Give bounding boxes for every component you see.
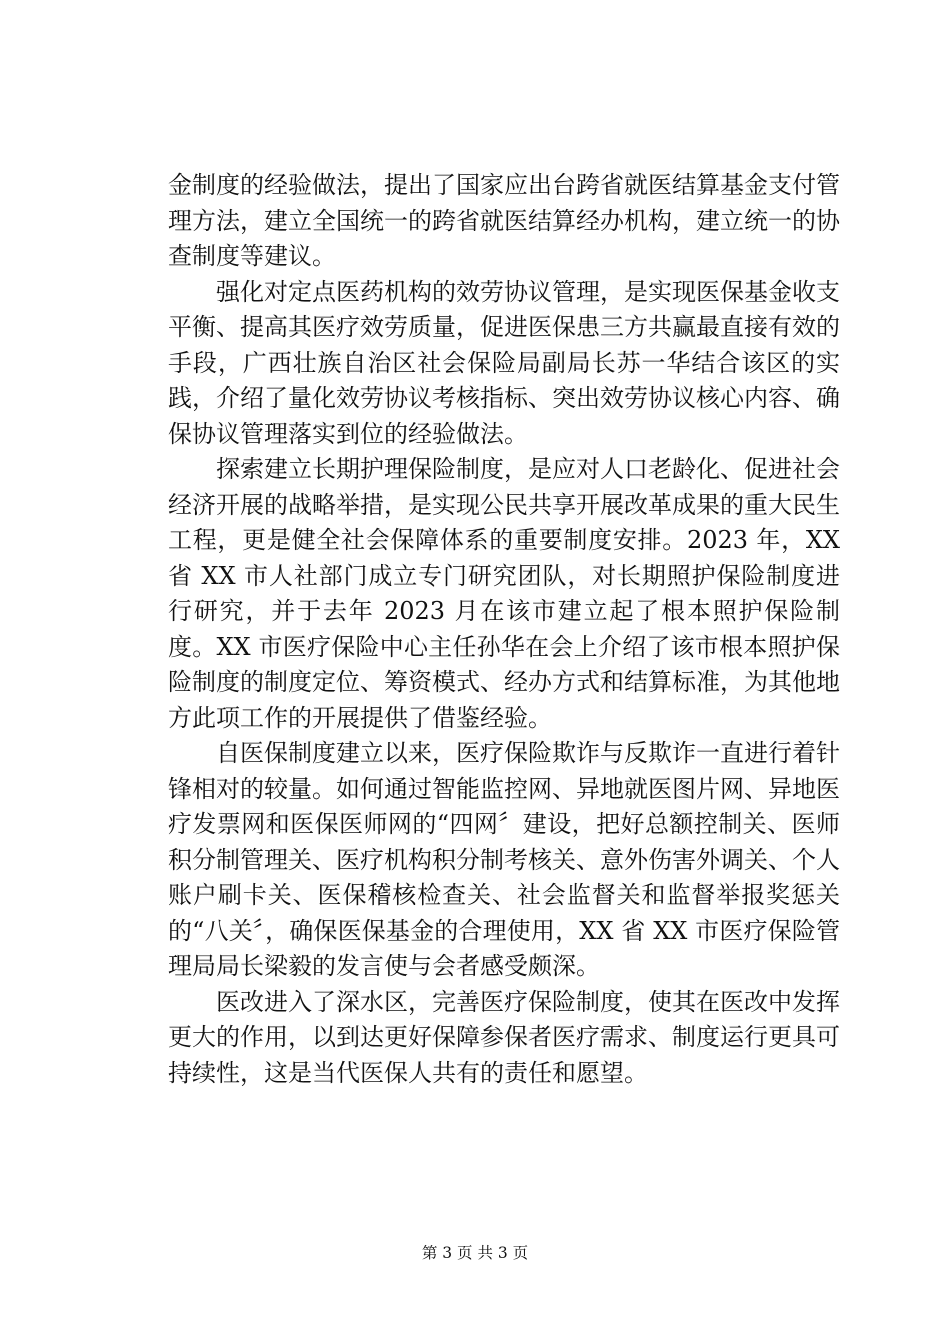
paragraph-long-term-care: 探索建立长期护理保险制度，是应对人口老龄化、促进社会经济开展的战略举措，是实现公民共享开展改革成果的重大民生工程，更是健全社会保障体系的重要制度安排。2023 年，XX 省 XX 市人社部门成立专门研究团队，对长期照护保险制度进行研究，并于去年 2023 月在该市建立起了根本照护保险制度。XX 市医疗保险中心主任孙华在会上介绍了该市根本照护保险制度的制度定位、筹资模式、经办方式和结算标准，为其他地方此项工作的开展提供了借鉴经验。 bbox=[168, 455, 848, 732]
document-body bbox=[168, 168, 848, 1091]
page-number-footer: 第 3 页 共 3 页 bbox=[421, 1244, 529, 1262]
paragraph-service-agreement: 强化对定点医药机构的效劳协议管理，是实现医保基金收支平衡、提高其医疗效劳质量，促进医保患三方共赢最直接有效的手段，广西壮族自治区社会保险局副局长苏一华结合该区的实践，介绍了量化效劳协议考核指标、突出效劳协议核心内容、确保协议管理落实到位的经验做法。 bbox=[168, 277, 840, 448]
paragraph-fund-practices: 金制度的经验做法，提出了国家应出台跨省就医结算基金支付管理方法，建立全国统一的跨省就医结算经办机构，建立统一的协查制度等建议。 bbox=[168, 171, 840, 270]
paragraph-anti-fraud: 自医保制度建立以来，医疗保险欺诈与反欺诈一直进行着针锋相对的较量。如何通过智能监控网、异地就医图片网、异地医疗发票网和医保医师网的“四网〞建设，把好总额控制关、医师积分制管理关、医疗机构积分制考核关、意外伤害外调关、个人账户刷卡关、医保稽核检查关、社会监督关和监督举报奖惩关的“八关〞，确保医保基金的合理使用，XX 省 XX 市医疗保险管理局局长梁毅的发言使与会者感受颇深。 bbox=[168, 739, 840, 980]
paragraph-conclusion: 医改进入了深水区，完善医疗保险制度，使其在医改中发挥更大的作用，以到达更好保障参保者医疗需求、制度运行更具可持续性，这是当代医保人共有的责任和愿望。 bbox=[168, 987, 840, 1087]
